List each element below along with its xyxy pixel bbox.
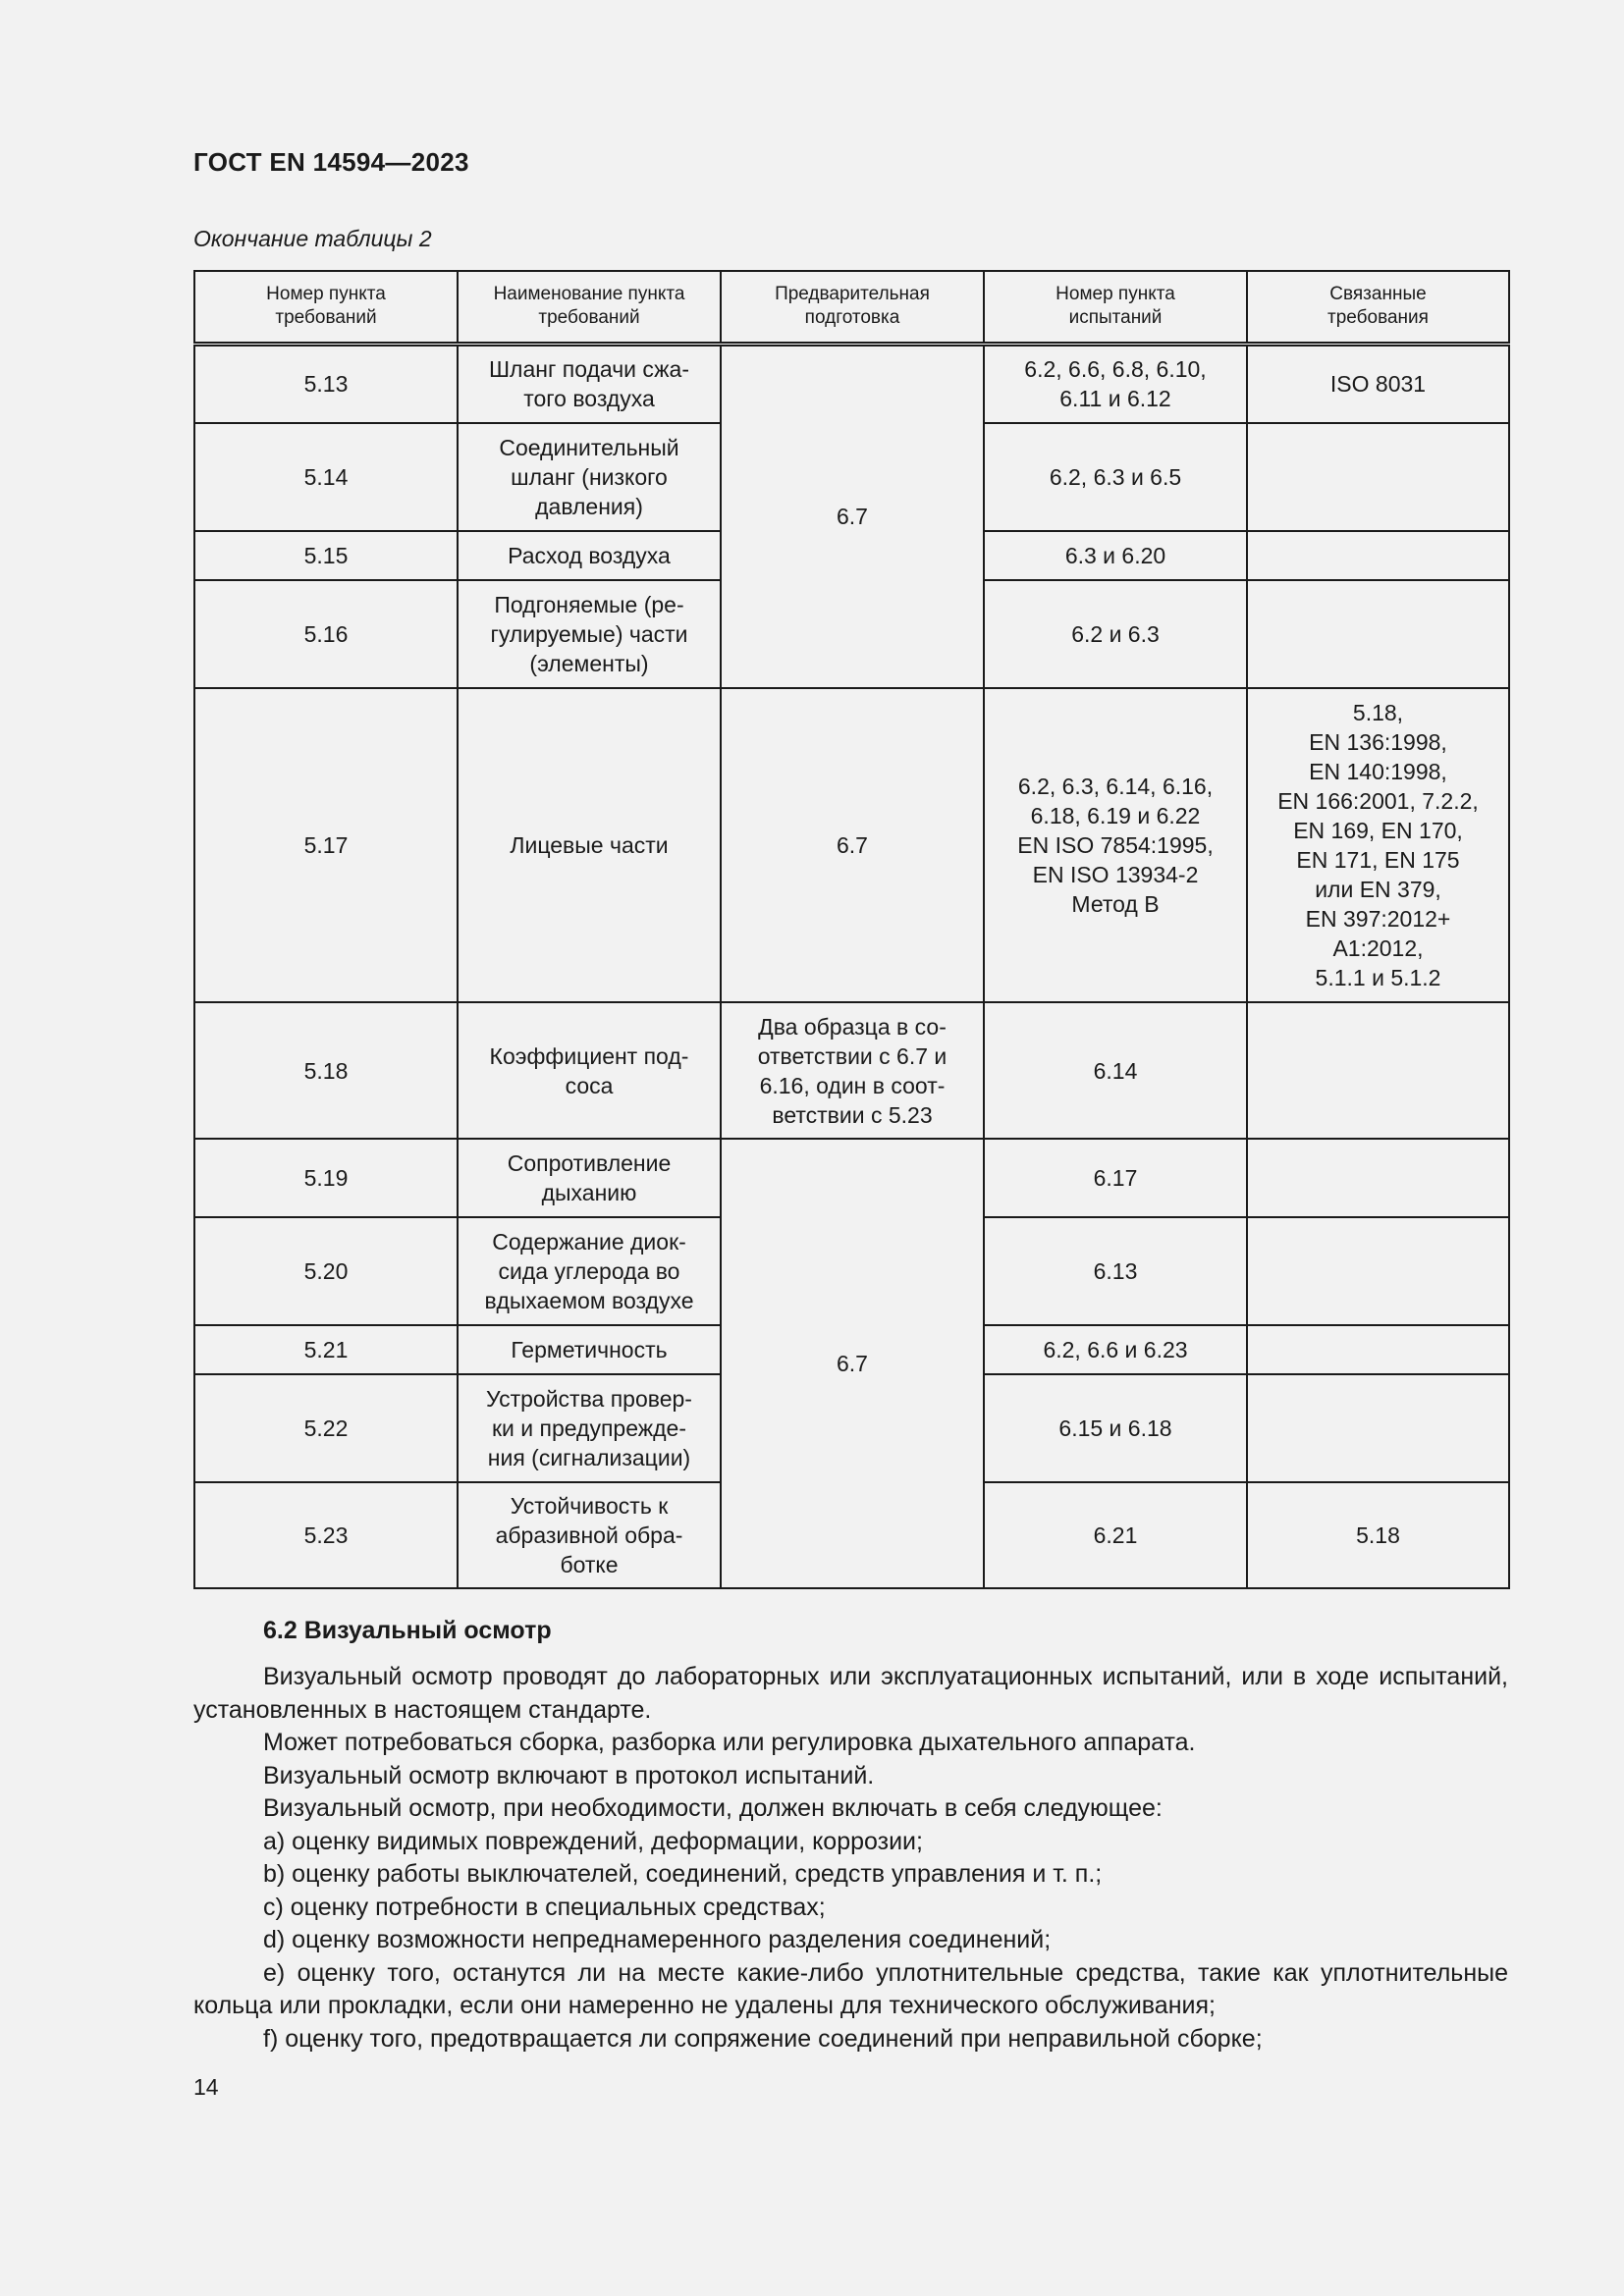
req-name-cell: Лицевые части [458, 688, 721, 1002]
preparation-cell: Два образца в со- ответствии с 6.7 и 6.16, один в соот- ветствии с 5.23 [721, 1002, 984, 1139]
requirements-table [193, 270, 1510, 1589]
col-header-related: Связанные требования [1247, 271, 1509, 344]
related-req-cell [1247, 531, 1509, 580]
req-name-cell: Сопротивление дыханию [458, 1139, 721, 1217]
req-name-cell: Коэффициент под- соса [458, 1002, 721, 1139]
req-name-cell: Герметичность [458, 1325, 721, 1374]
req-name-cell: Шланг подачи сжа- того воздуха [458, 344, 721, 423]
related-req-cell: 5.18, EN 136:1998, EN 140:1998, EN 166:2001, 7.2.2, EN 169, EN 170, EN 171, EN 175 или EN 379, EN 397:2012+ A1:2012, 5.1.1 и 5.1.2 [1247, 688, 1509, 1002]
list-item: f) оценку того, предотвращается ли сопряжение соединений при неправильной сборке; [263, 2024, 1263, 2053]
table-row [194, 344, 1509, 423]
paragraph: Визуальный осмотр проводят до лабораторных или эксплуатационных испытаний, или в ходе испытаний, установленных в настоящем стандарте. [193, 1663, 1508, 1724]
req-name-cell: Соединительный шланг (низкого давления) [458, 423, 721, 531]
req-number-cell: 5.19 [194, 1139, 458, 1217]
related-req-cell [1247, 1139, 1509, 1217]
req-number-cell: 5.16 [194, 580, 458, 688]
req-number-cell: 5.13 [194, 344, 458, 423]
req-name-cell: Устойчивость к абразивной обра- ботке [458, 1482, 721, 1588]
section-title: 6.2 Визуальный осмотр [263, 1617, 552, 1644]
list-item: b) оценку работы выключателей, соединений, средств управления и т. п.; [263, 1860, 1103, 1888]
req-number-cell: 5.23 [194, 1482, 458, 1588]
test-number-cell: 6.2, 6.3, 6.14, 6.16, 6.18, 6.19 и 6.22 EN ISO 7854:1995, EN ISO 13934-2 Метод В [984, 688, 1247, 1002]
req-name-cell: Подгоняемые (ре- гулируемые) части (элементы) [458, 580, 721, 688]
related-req-cell: 5.18 [1247, 1482, 1509, 1588]
table-row [194, 1002, 1509, 1139]
test-number-cell: 6.17 [984, 1139, 1247, 1217]
related-req-cell [1247, 580, 1509, 688]
col-header-req-name: Наименование пункта требований [458, 271, 721, 344]
preparation-cell: 6.7 [721, 1139, 984, 1588]
related-req-cell [1247, 423, 1509, 531]
list-item: c) оценку потребности в специальных средствах; [263, 1893, 826, 1921]
paragraph: Может потребоваться сборка, разборка или регулировка дыхательного аппарата. [263, 1729, 1196, 1756]
list-item: e) оценку того, останутся ли на месте какие-либо уплотнительные средства, такие как уплотнительные кольца или прокладки, если они намеренно не удалены для технического обслуживания; [193, 1958, 1508, 2019]
table-row [194, 688, 1509, 1002]
col-header-test-number: Номер пункта испытаний [984, 271, 1247, 344]
req-name-cell: Содержание диок- сида углерода во вдыхаемом воздухе [458, 1217, 721, 1325]
test-number-cell: 6.15 и 6.18 [984, 1374, 1247, 1482]
section-body [193, 1661, 1508, 2056]
table-caption: Окончание таблицы 2 [193, 226, 432, 251]
req-number-cell: 5.15 [194, 531, 458, 580]
related-req-cell [1247, 1325, 1509, 1374]
list-item: a) оценку видимых повреждений, деформации, коррозии; [263, 1827, 923, 1855]
test-number-cell: 6.3 и 6.20 [984, 531, 1247, 580]
page-number: 14 [193, 2074, 219, 2100]
col-header-preparation: Предварительная подготовка [721, 271, 984, 344]
col-header-req-number: Номер пункта требований [194, 271, 458, 344]
paragraph: Визуальный осмотр включают в протокол испытаний. [263, 1761, 875, 1789]
test-number-cell: 6.2 и 6.3 [984, 580, 1247, 688]
req-number-cell: 5.14 [194, 423, 458, 531]
req-name-cell: Расход воздуха [458, 531, 721, 580]
test-number-cell: 6.13 [984, 1217, 1247, 1325]
req-number-cell: 5.18 [194, 1002, 458, 1139]
test-number-cell: 6.2, 6.6, 6.8, 6.10, 6.11 и 6.12 [984, 344, 1247, 423]
req-number-cell: 5.20 [194, 1217, 458, 1325]
table-header-row [194, 271, 1509, 344]
related-req-cell: ISO 8031 [1247, 344, 1509, 423]
table-row [194, 1139, 1509, 1217]
list-item: d) оценку возможности непреднамеренного разделения соединений; [263, 1926, 1052, 1953]
related-req-cell [1247, 1002, 1509, 1139]
related-req-cell [1247, 1374, 1509, 1482]
document-header: ГОСТ EN 14594—2023 [193, 147, 469, 177]
preparation-cell: 6.7 [721, 344, 984, 688]
test-number-cell: 6.2, 6.6 и 6.23 [984, 1325, 1247, 1374]
test-number-cell: 6.2, 6.3 и 6.5 [984, 423, 1247, 531]
test-number-cell: 6.14 [984, 1002, 1247, 1139]
paragraph: Визуальный осмотр, при необходимости, должен включать в себя следующее: [263, 1794, 1163, 1822]
related-req-cell [1247, 1217, 1509, 1325]
test-number-cell: 6.21 [984, 1482, 1247, 1588]
req-number-cell: 5.22 [194, 1374, 458, 1482]
preparation-cell: 6.7 [721, 688, 984, 1002]
req-name-cell: Устройства провер- ки и предупрежде- ния (сигнализации) [458, 1374, 721, 1482]
req-number-cell: 5.17 [194, 688, 458, 1002]
req-number-cell: 5.21 [194, 1325, 458, 1374]
